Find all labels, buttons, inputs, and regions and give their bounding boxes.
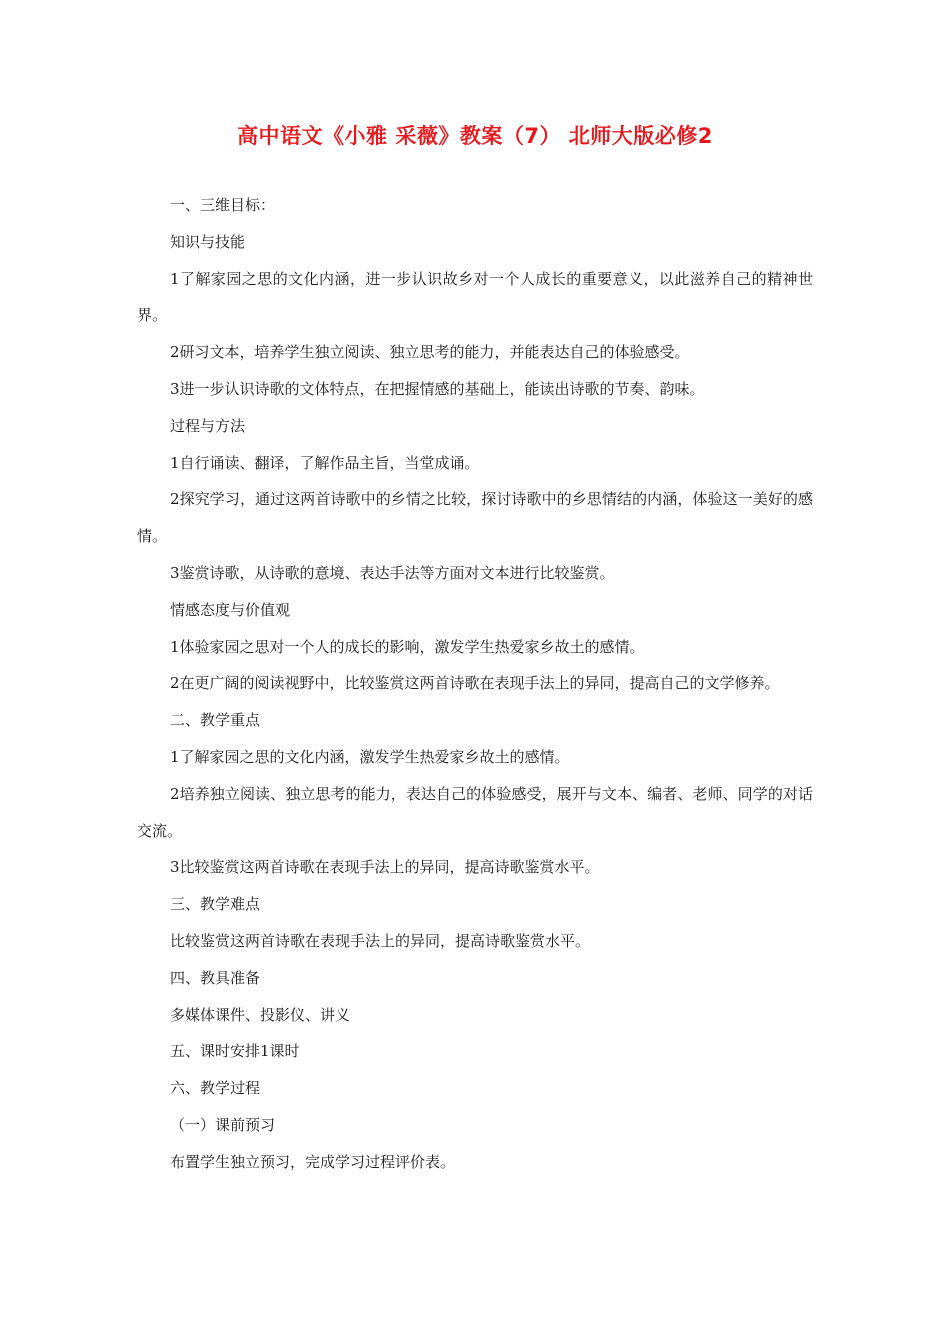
subheading-knowledge-skills: 知识与技能 — [170, 232, 246, 251]
section-heading-objectives: 一、三维目标： — [170, 196, 276, 214]
subheading-attitude-values: 情感态度与价值观 — [170, 600, 291, 619]
paragraph: 1自行诵读、翻译，了解作品主旨，当堂成诵。 — [170, 453, 480, 472]
paragraph: 3比较鉴赏这两首诗歌在表现手法上的异同，提高诗歌鉴赏水平。 — [170, 858, 600, 877]
paragraph: 2探究学习，通过这两首诗歌中的乡情之比较，探讨诗歌中的乡思情结的内涵，体验这一美好的感情。 — [137, 490, 813, 546]
section-heading-teaching-aids: 四、教具准备 — [170, 968, 261, 987]
document-title: 高中语文《小雅 采薇》教案（7） 北师大版必修2 — [237, 124, 713, 148]
paragraph: 3进一步认识诗歌的文体特点，在把握情感的基础上，能读出诗歌的节奏、韵味。 — [170, 379, 705, 398]
paragraph: 多媒体课件、投影仪、讲义 — [170, 1005, 351, 1024]
document-body — [137, 187, 813, 1181]
paragraph: 2培养独立阅读、独立思考的能力，表达自己的体验感受，展开与文本、编者、老师、同学的对话交流。 — [137, 784, 813, 840]
paragraph: 2在更广阔的阅读视野中，比较鉴赏这两首诗歌在表现手法上的异同，提高自己的文学修养。 — [170, 674, 780, 693]
paragraph: 1体验家园之思对一个人的成长的影响，激发学生热爱家乡故土的感情。 — [170, 637, 645, 656]
section-heading-difficulties: 三、教学难点 — [170, 895, 261, 914]
paragraph: 布置学生独立预习，完成学习过程评价表。 — [170, 1152, 456, 1171]
section-heading-key-points: 二、教学重点 — [170, 711, 261, 730]
paragraph: 3鉴赏诗歌，从诗歌的意境、表达手法等方面对文本进行比较鉴赏。 — [170, 563, 615, 582]
paragraph: 1了解家园之思的文化内涵，进一步认识故乡对一个人成长的重要意义，以此滋养自己的精神世界。 — [137, 269, 813, 325]
section-heading-process: 六、教学过程 — [170, 1079, 261, 1098]
subheading-process-method: 过程与方法 — [170, 416, 246, 435]
paragraph: 2研习文本，培养学生独立阅读、独立思考的能力，并能表达自己的体验感受。 — [170, 343, 690, 362]
paragraph: 1了解家园之思的文化内涵，激发学生热爱家乡故土的感情。 — [170, 747, 570, 766]
paragraph: 比较鉴赏这两首诗歌在表现手法上的异同，提高诗歌鉴赏水平。 — [170, 931, 591, 950]
subheading-preview: （一）课前预习 — [170, 1115, 276, 1134]
section-heading-schedule: 五、课时安排1课时 — [170, 1042, 300, 1061]
